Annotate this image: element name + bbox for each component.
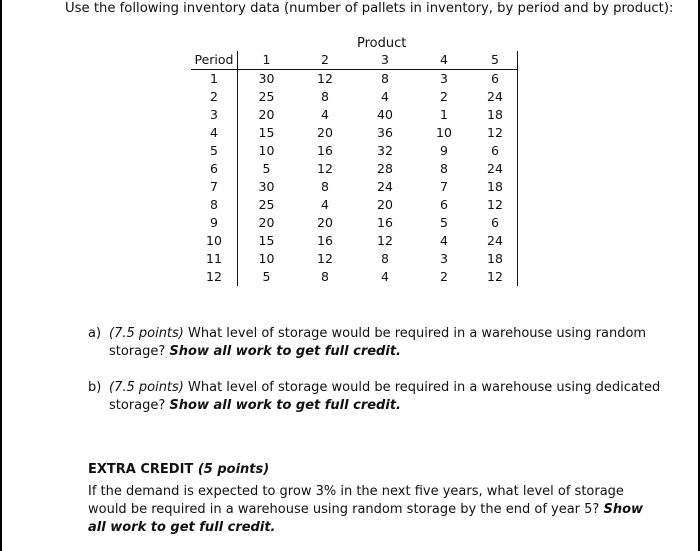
product-5-cell: 12 — [473, 196, 518, 214]
table-row — [191, 268, 518, 286]
product-4-cell: 8 — [440, 161, 448, 176]
product-2-cell: 12 — [317, 251, 333, 266]
product-2-cell: 20 — [317, 215, 333, 230]
product-3-cell: 4 — [381, 269, 389, 284]
product-1-cell: 15 — [258, 125, 275, 140]
intro-text: Use the following inventory data (number of pallets in inventory, by period and by product): — [65, 1, 674, 16]
product-1-cell: 5 — [262, 161, 271, 176]
inventory-table-body — [191, 70, 518, 287]
period-cell: 1 — [191, 70, 238, 89]
period-cell: 12 — [191, 268, 238, 286]
period-cell: 6 — [191, 160, 238, 178]
product-4-cell: 7 — [440, 179, 448, 194]
product-4-cell: 9 — [440, 143, 448, 158]
table-row — [191, 232, 518, 250]
product-5-cell: 18 — [473, 106, 518, 124]
product-1-cell: 10 — [258, 251, 275, 266]
product-3-cell: 12 — [377, 233, 393, 248]
table-row — [191, 178, 518, 196]
period-cell: 2 — [191, 88, 238, 106]
product-4-cell: 10 — [436, 125, 452, 140]
period-cell: 7 — [191, 178, 238, 196]
product-5-cell: 18 — [473, 250, 518, 268]
table-header-row — [191, 51, 518, 70]
table-row — [191, 142, 518, 160]
product-4-cell: 4 — [440, 233, 448, 248]
product-2-cell: 4 — [321, 107, 329, 122]
question-b-points: (7.5 points) — [109, 380, 184, 395]
product-1-cell: 15 — [258, 233, 275, 248]
table-row — [191, 196, 518, 214]
product-5-cell: 6 — [473, 70, 518, 89]
table-row — [191, 106, 518, 124]
inventory-table — [191, 51, 518, 286]
table-row — [191, 250, 518, 268]
column-header-product-5: 5 — [473, 51, 518, 70]
product-5-cell: 24 — [473, 160, 518, 178]
extra-credit — [88, 461, 658, 537]
extra-credit-title — [88, 461, 658, 479]
product-1-cell: 20 — [258, 215, 275, 230]
table-row — [191, 88, 518, 106]
extra-credit-text: If the demand is expected to grow 3% in the next five years, what level of storage would be required in a warehouse using random storage by the end of year 5? — [88, 484, 624, 517]
product-1-cell: 25 — [258, 197, 275, 212]
product-3-cell: 36 — [377, 125, 393, 140]
product-4-cell: 1 — [440, 107, 448, 122]
product-3-cell: 28 — [377, 161, 393, 176]
question-a-label: a) — [88, 326, 102, 341]
product-1-cell: 10 — [258, 143, 275, 158]
product-2-cell: 12 — [317, 71, 333, 86]
extra-credit-emphasis: Show all work to get full credit. — [88, 502, 644, 535]
product-2-cell: 20 — [317, 125, 333, 140]
extra-credit-points: (5 points) — [197, 462, 270, 477]
extra-credit-body — [88, 483, 658, 537]
product-4-cell: 3 — [440, 71, 448, 86]
product-header: Product — [357, 36, 407, 51]
period-cell: 10 — [191, 232, 238, 250]
product-5-cell: 18 — [473, 178, 518, 196]
product-2-cell: 8 — [321, 269, 329, 284]
product-2-cell: 12 — [317, 161, 333, 176]
product-2-cell: 16 — [317, 143, 333, 158]
product-4-cell: 5 — [440, 215, 448, 230]
table-row — [191, 214, 518, 232]
product-1-cell: 30 — [258, 179, 275, 194]
period-cell: 4 — [191, 124, 238, 142]
product-5-cell: 12 — [473, 268, 518, 286]
product-3-cell: 24 — [377, 179, 393, 194]
product-2-cell: 8 — [321, 89, 329, 104]
period-cell: 3 — [191, 106, 238, 124]
product-5-cell: 24 — [473, 88, 518, 106]
product-2-cell: 16 — [317, 233, 333, 248]
product-3-cell: 8 — [381, 251, 389, 266]
question-b-label: b) — [88, 380, 102, 395]
product-1-cell: 25 — [258, 89, 275, 104]
period-cell: 5 — [191, 142, 238, 160]
product-1-cell: 30 — [258, 71, 275, 86]
product-1-cell: 20 — [258, 107, 275, 122]
product-3-cell: 16 — [377, 215, 393, 230]
question-a-text: What level of storage would be required in a warehouse using random storage? — [109, 326, 647, 359]
question-b-body — [109, 379, 669, 415]
column-header-product-3: 3 — [355, 51, 415, 70]
column-header-product-2: 2 — [295, 51, 355, 70]
question-b-text: What level of storage would be required in a warehouse using dedicated storage? — [109, 380, 661, 413]
product-2-cell: 4 — [321, 197, 329, 212]
product-5-cell: 6 — [473, 142, 518, 160]
product-3-cell: 32 — [377, 143, 393, 158]
table-row — [191, 70, 518, 89]
product-3-cell: 40 — [377, 107, 393, 122]
period-cell: 9 — [191, 214, 238, 232]
table-row — [191, 160, 518, 178]
product-4-cell: 2 — [440, 269, 448, 284]
question-a-emphasis: Show all work to get full credit. — [169, 344, 401, 359]
column-header-product-4: 4 — [415, 51, 473, 70]
question-a-points: (7.5 points) — [109, 326, 184, 341]
extra-credit-title-text: EXTRA CREDIT — [88, 462, 198, 477]
product-4-cell: 2 — [440, 89, 448, 104]
question-b-emphasis: Show all work to get full credit. — [169, 398, 401, 413]
product-2-cell: 8 — [321, 179, 329, 194]
product-4-cell: 3 — [440, 251, 448, 266]
question-a-body — [109, 325, 669, 361]
period-cell: 11 — [191, 250, 238, 268]
product-5-cell: 12 — [473, 124, 518, 142]
column-header-product-1: 1 — [238, 51, 296, 70]
table-row — [191, 124, 518, 142]
period-cell: 8 — [191, 196, 238, 214]
product-5-cell: 24 — [473, 232, 518, 250]
product-1-cell: 5 — [262, 269, 271, 284]
product-3-cell: 20 — [377, 197, 393, 212]
column-header-period: Period — [191, 51, 238, 70]
product-3-cell: 4 — [381, 89, 389, 104]
product-3-cell: 8 — [381, 71, 389, 86]
product-4-cell: 6 — [440, 197, 448, 212]
product-5-cell: 6 — [473, 214, 518, 232]
